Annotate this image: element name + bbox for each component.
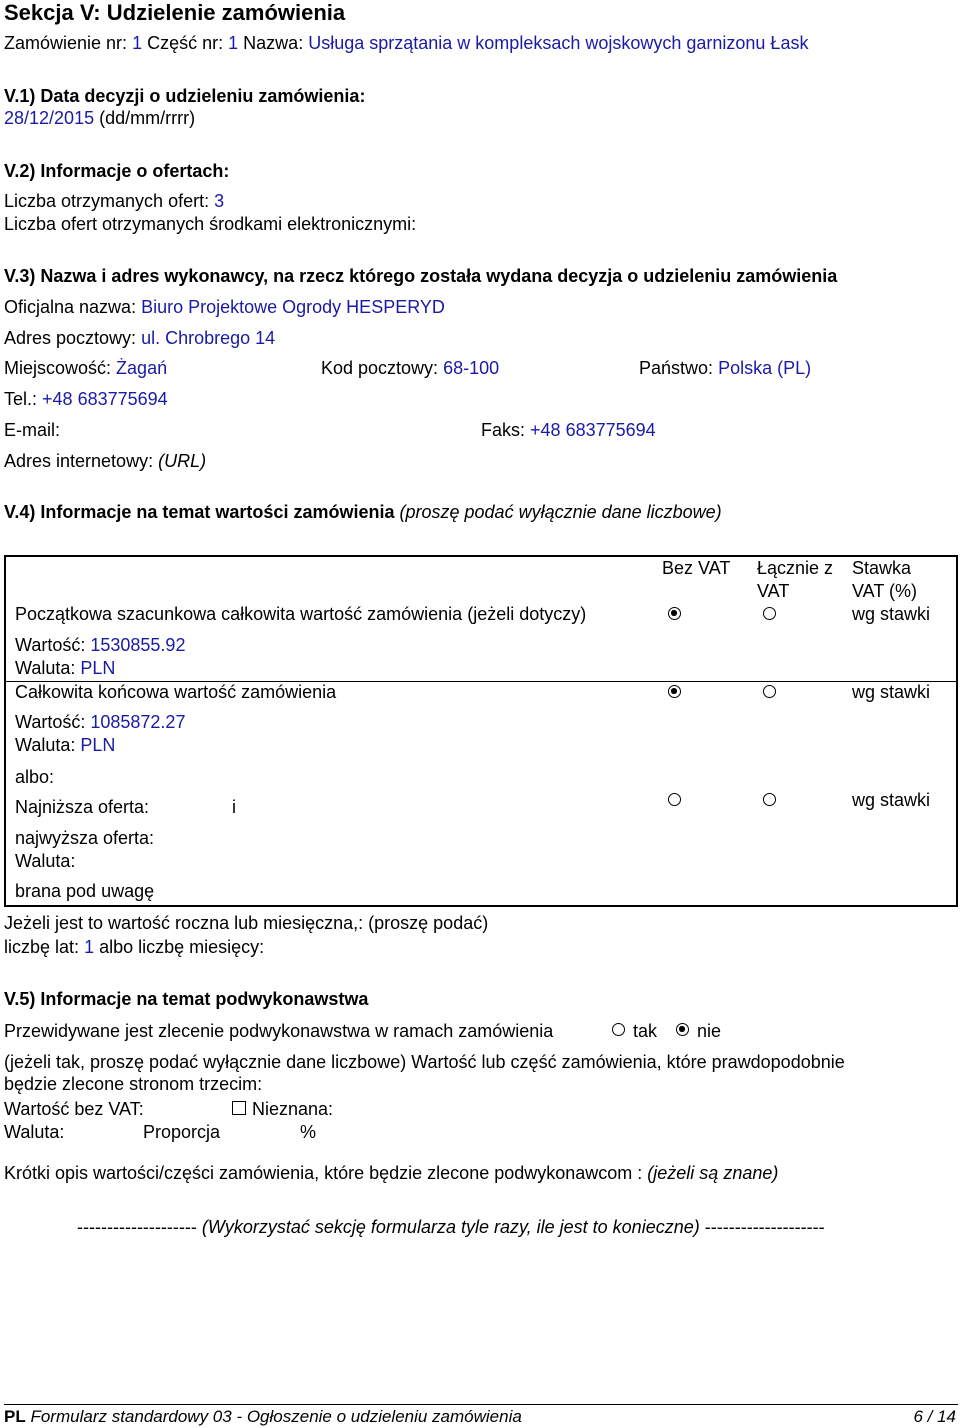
- fax-line: [481, 419, 656, 441]
- official-name-line: [4, 296, 445, 318]
- initial-value: 1530855.92: [90, 635, 186, 655]
- offers-count: 3: [214, 191, 225, 211]
- offers-count-line: [4, 190, 224, 212]
- initial-currency: PLN: [80, 658, 116, 678]
- or-short: albo: [99, 937, 134, 957]
- repeat-note: [77, 1216, 825, 1238]
- order-name-label: Nazwa:: [243, 33, 304, 53]
- col-lacznie-line2: VAT: [757, 581, 790, 601]
- country: Polska (PL): [718, 358, 812, 378]
- range-bez-vat-radio-icon[interactable]: [668, 793, 681, 806]
- postal-label: Kod pocztowy:: [321, 358, 439, 378]
- years-label: liczbę lat:: [4, 937, 80, 957]
- final-value: 1085872.27: [90, 712, 186, 732]
- initial-value-field-label: Wartość:: [15, 635, 86, 655]
- www-hint: (URL): [158, 451, 207, 471]
- col-stawka-line1: Stawka: [852, 558, 912, 578]
- col-bez-vat: Bez VAT: [662, 558, 731, 578]
- footer-left: [4, 1406, 522, 1428]
- footer-country-code: PL: [4, 1407, 26, 1426]
- subcontract-yes-radio-icon[interactable]: [612, 1023, 625, 1036]
- offers-label: Liczba otrzymanych ofert:: [4, 191, 210, 211]
- address-label: Adres pocztowy:: [4, 328, 137, 348]
- decision-date: 28/12/2015: [4, 108, 95, 128]
- proportion-label: Proporcja: [143, 1122, 221, 1142]
- subcontract-currency-label: Waluta:: [4, 1122, 65, 1142]
- or-label: albo:: [15, 767, 55, 787]
- subcontract-desc-hint: (jeżeli są znane): [647, 1163, 779, 1183]
- months-label: liczbę miesięcy:: [138, 937, 265, 957]
- subcontract-no-label: nie: [697, 1021, 722, 1041]
- tel-label: Tel.:: [4, 389, 38, 409]
- v2-heading: V.2) Informacje o ofertach:: [4, 161, 230, 181]
- range-currency-label: Waluta:: [15, 851, 76, 871]
- order-nr: 1: [132, 33, 143, 53]
- www-label: Adres internetowy:: [4, 451, 154, 471]
- order-line: [4, 32, 808, 54]
- final-rate: wg stawki: [852, 682, 931, 702]
- col-stawka-line2: VAT (%): [852, 581, 918, 601]
- initial-value-line: [15, 634, 185, 656]
- postal-line: [321, 357, 499, 379]
- v4-heading-hint: (proszę podać wyłącznie dane liczbowe): [399, 502, 722, 522]
- initial-currency-line: [15, 657, 115, 679]
- lowest-offer-label: Najniższa oferta:: [15, 797, 150, 817]
- subcontract-desc-label: Krótki opis wartości/części zamówienia, które będzie zlecone podwykonawcom :: [4, 1163, 643, 1183]
- www-line: [4, 450, 206, 472]
- city-line: [4, 357, 167, 379]
- order-part: 1: [228, 33, 239, 53]
- tel-line: [4, 388, 168, 410]
- city-label: Miejscowość:: [4, 358, 112, 378]
- address: ul. Chrobrego 14: [141, 328, 276, 348]
- subcontract-note-line1: (jeżeli tak, proszę podać wyłącznie dane liczbowe) Wartość lub część zamówienia, które prawdopodobnie: [4, 1052, 845, 1072]
- final-currency: PLN: [80, 735, 116, 755]
- country-label: Państwo:: [639, 358, 714, 378]
- official-name-label: Oficjalna nazwa:: [4, 297, 137, 317]
- v1-date-line: [4, 107, 195, 129]
- v3-heading: V.3) Nazwa i adres wykonawcy, na rzecz którego została wydana decyzja o udzieleniu zamówienia: [4, 266, 838, 286]
- v4-heading: V.4) Informacje na temat wartości zamówienia: [4, 502, 395, 522]
- fax: +48 683775694: [530, 420, 656, 440]
- subcontract-yes-label: tak: [633, 1021, 658, 1041]
- fax-label: Faks:: [481, 420, 526, 440]
- and-label: i: [232, 797, 236, 817]
- final-currency-label: Waluta:: [15, 735, 76, 755]
- tel: +48 683775694: [42, 389, 168, 409]
- section-title: Sekcja V: Udzielenie zamówienia: [4, 0, 346, 25]
- electronic-offers-label: Liczba ofert otrzymanych środkami elektronicznymi:: [4, 214, 417, 234]
- final-value-label: Całkowita końcowa wartość zamówienia: [15, 682, 337, 702]
- range-lacznie-radio-icon[interactable]: [763, 793, 776, 806]
- annual-note: Jeżeli jest to wartość roczna lub miesięczna,: (proszę podać): [4, 913, 489, 933]
- subcontract-question: Przewidywane jest zlecenie podwykonawstwa w ramach zamówienia: [4, 1021, 554, 1041]
- date-format: (dd/mm/rrrr): [99, 108, 196, 128]
- order-nr-label: Zamówienie nr:: [4, 33, 128, 53]
- country-line: [639, 357, 811, 379]
- initial-lacznie-radio-icon[interactable]: [763, 607, 776, 620]
- order-name: Usługa sprzątania w kompleksach wojskowych garnizonu Łask: [308, 33, 809, 53]
- order-part-label: Część nr:: [147, 33, 224, 53]
- years-months-line: [4, 936, 264, 958]
- initial-currency-label: Waluta:: [15, 658, 76, 678]
- footer-page-number: 6 / 14: [913, 1407, 956, 1426]
- postal-code: 68-100: [443, 358, 500, 378]
- final-lacznie-radio-icon[interactable]: [763, 685, 776, 698]
- subcontract-note-line2: będzie zlecone stronom trzecim:: [4, 1074, 263, 1094]
- footer-rule: [4, 1404, 958, 1405]
- subcontract-no-radio-icon[interactable]: [676, 1023, 689, 1036]
- repeat-note-text: (Wykorzystać sekcję formularza tyle razy, ile jest to konieczne): [201, 1217, 700, 1237]
- email-label: E-mail:: [4, 420, 61, 440]
- years-value: 1: [84, 937, 95, 957]
- percent-label: %: [300, 1122, 317, 1142]
- official-name: Biuro Projektowe Ogrody HESPERYD: [141, 297, 445, 317]
- range-rate: wg stawki: [852, 790, 931, 810]
- highest-offer-label: najwyższa oferta:: [15, 828, 155, 848]
- final-value-field-label: Wartość:: [15, 712, 86, 732]
- final-value-line: [15, 711, 185, 733]
- city: Żagań: [116, 358, 168, 378]
- initial-rate: wg stawki: [852, 604, 931, 624]
- final-bez-vat-radio-icon[interactable]: [668, 685, 681, 698]
- initial-bez-vat-radio-icon[interactable]: [668, 607, 681, 620]
- address-line: [4, 327, 275, 349]
- repeat-dashes-right: --------------------: [704, 1217, 825, 1237]
- subcontract-value-label: Wartość bez VAT:: [4, 1099, 144, 1119]
- final-currency-line: [15, 734, 115, 756]
- considered-label: brana pod uwagę: [15, 881, 155, 901]
- v4-heading-line: [4, 501, 722, 523]
- unknown-checkbox-icon[interactable]: [232, 1101, 246, 1115]
- v5-heading: V.5) Informacje na temat podwykonawstwa: [4, 989, 369, 1009]
- subcontract-desc-line: [4, 1162, 778, 1184]
- col-lacznie-line1: Łącznie z: [757, 558, 834, 578]
- repeat-dashes-left: --------------------: [77, 1217, 197, 1237]
- unknown-label: Nieznana:: [252, 1099, 334, 1119]
- initial-value-label: Początkowa szacunkowa całkowita wartość zamówienia (jeżeli dotyczy): [15, 604, 587, 624]
- v1-heading: V.1) Data decyzji o udzieleniu zamówienia:: [4, 86, 366, 106]
- footer-form-name: Formularz standardowy 03 - Ogłoszenie o udzieleniu zamówienia: [30, 1407, 522, 1426]
